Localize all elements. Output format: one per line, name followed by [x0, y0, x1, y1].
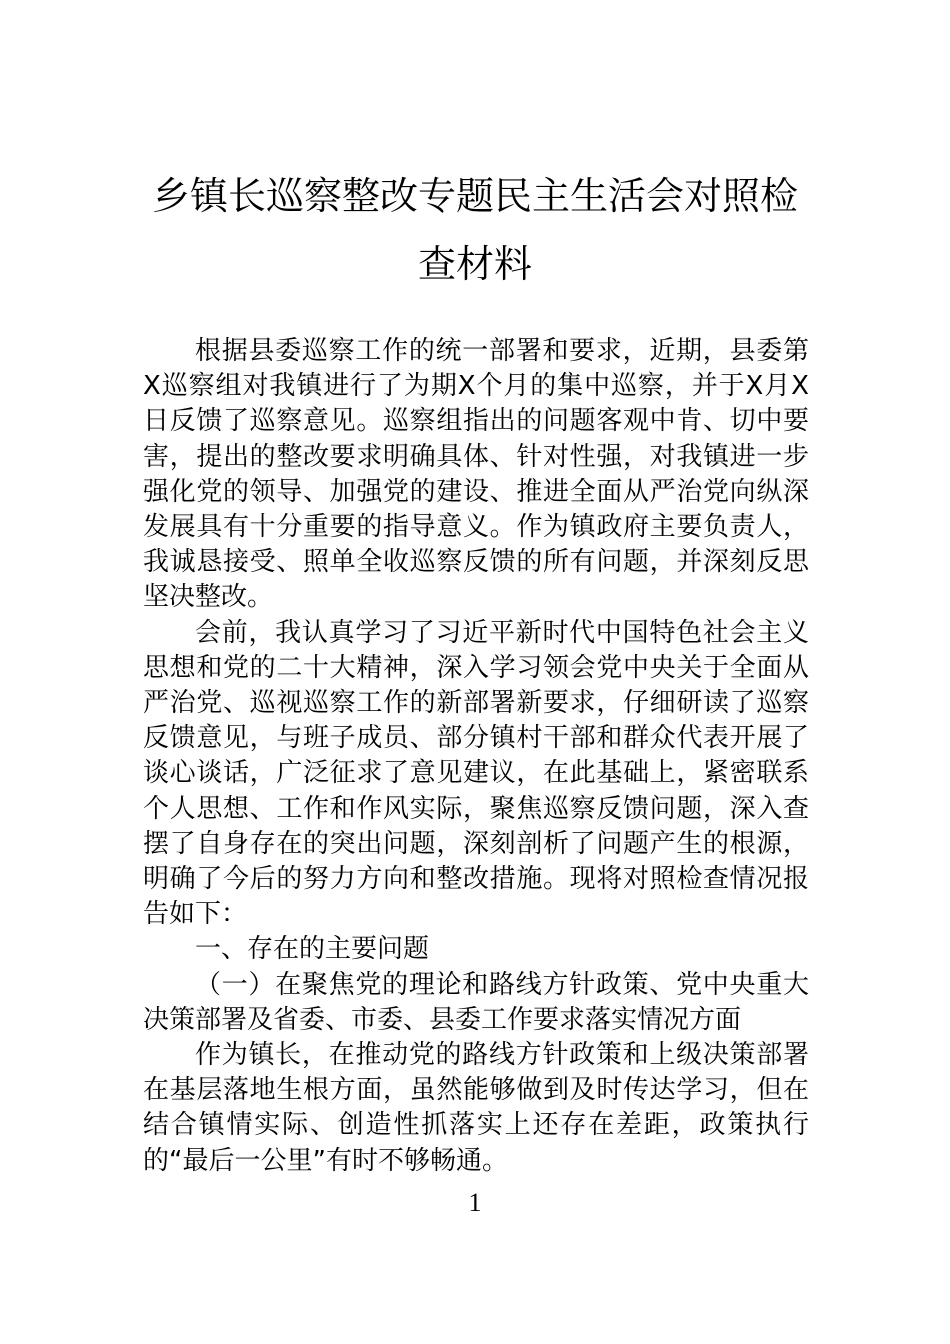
- document-body: [143, 334, 809, 1179]
- intro-paragraph: 根据县委巡察工作的统一部署和要求，近期，县委第X巡察组对我镇进行了为期X个月的集中巡察，并于X月X日反馈了巡察意见。巡察组指出的问题客观中肯、切中要害，提出的整改要求明确具体、针对性强，对我镇进一步强化党的领导、加强党的建设、推进全面从严治党向纵深发展具有十分重要的指导意义。作为镇政府主要负责人，我诚恳接受、照单全收巡察反馈的所有问题，并深刻反思坚决整改。: [143, 336, 809, 613]
- document-title: 乡镇长巡察整改专题民主生活会对照检查材料: [151, 174, 798, 286]
- page-number: 1: [468, 1188, 482, 1217]
- subsection-heading: （一）在聚焦党的理论和路线方针政策、党中央重大决策部署及省委、市委、县委工作要求落实情况方面: [143, 969, 809, 1035]
- subsection-paragraph: 作为镇长，在推动党的路线方针政策和上级决策部署在基层落地生根方面，虽然能够做到及时传达学习，但在结合镇情实际、创造性抓落实上还存在差距，政策执行的“最后一公里”有时不够畅通。: [143, 1040, 809, 1176]
- section-heading: 一、存在的主要问题: [195, 934, 430, 965]
- preparation-paragraph: 会前，我认真学习了习近平新时代中国特色社会主义思想和党的二十大精神，深入学习领会党中央关于全面从严治党、巡视巡察工作的新部署新要求，仔细研读了巡察反馈意见，与班子成员、部分镇村干部和群众代表开展了谈心谈话，广泛征求了意见建议，在此基础上，紧密联系个人思想、工作和作风实际，聚焦巡察反馈问题，深入查摆了自身存在的突出问题，深刻剖析了问题产生的根源，明确了今后的努力方向和整改措施。现将对照检查情况报告如下：: [143, 617, 809, 930]
